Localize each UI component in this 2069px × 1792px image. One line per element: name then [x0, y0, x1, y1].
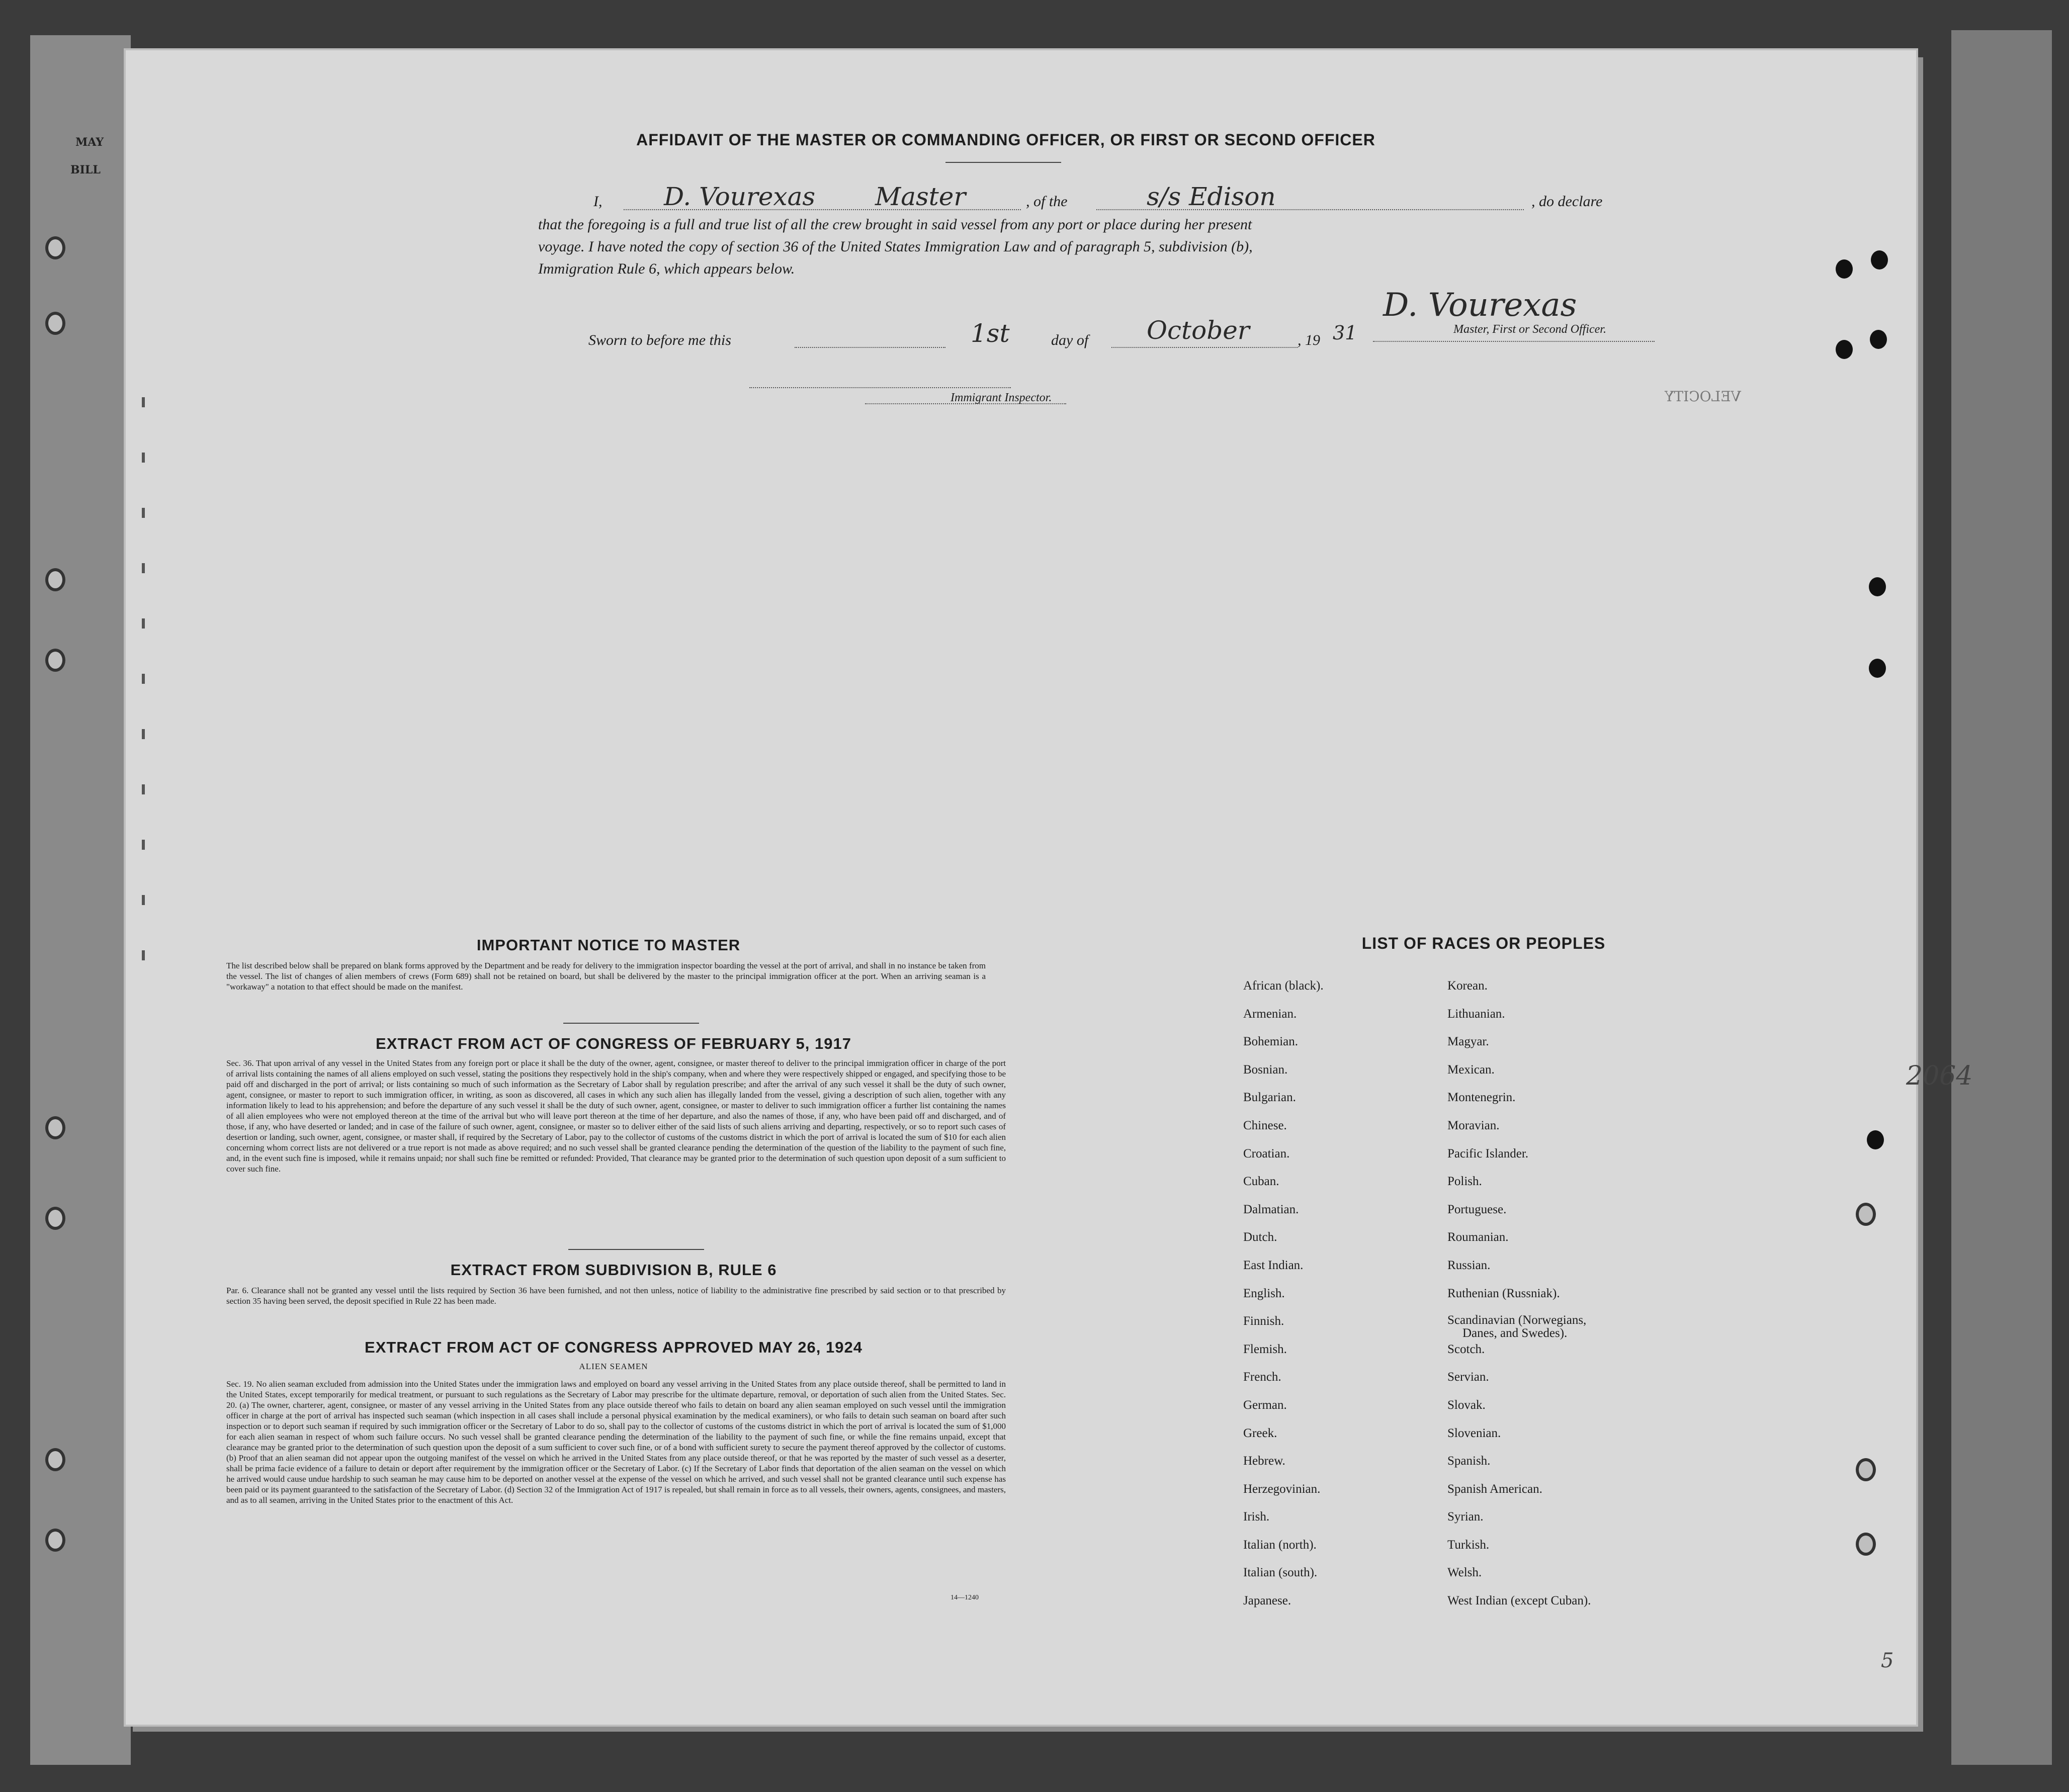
line-marker	[142, 618, 145, 629]
race-item: Magyar.	[1447, 1035, 1489, 1049]
race-item: Armenian.	[1243, 1007, 1297, 1021]
line-marker	[142, 729, 145, 739]
signature-blank	[1373, 341, 1655, 342]
of-the-label: , of the	[1026, 193, 1068, 210]
race-item: Roumanian.	[1447, 1230, 1509, 1244]
notice-text: The list described below shall be prepared on blank forms approved by the Department and be ready for delivery to the immigration inspector boarding the vessel at the port of arrival, and shall in no instance be taken from the vessel. The list of changes of alien members of crews (Form 689) shall not be retained on board, but shall be delivered by the master to the principal immigration officer at the port. When an arriving seaman is a "workaway" a notation to that effect should be made on the manifest.	[226, 961, 986, 992]
binder-ring	[45, 312, 65, 335]
line-marker	[142, 784, 145, 794]
race-item: Servian.	[1447, 1370, 1489, 1384]
race-item: Bohemian.	[1243, 1035, 1299, 1049]
race-item: Montenegrin.	[1447, 1091, 1516, 1105]
race-item: Russian.	[1447, 1258, 1491, 1272]
punch-hole	[1836, 259, 1853, 279]
binder-ring	[45, 1207, 65, 1230]
race-item: Pacific Islander.	[1447, 1146, 1529, 1160]
vessel-blank	[1096, 209, 1524, 210]
race-item: Polish.	[1447, 1175, 1482, 1189]
race-item: Lithuanian.	[1447, 1007, 1505, 1021]
binder-ring	[45, 236, 65, 259]
race-item: French.	[1243, 1370, 1281, 1384]
inspector-caption: Immigrant Inspector.	[951, 391, 1052, 404]
race-item: Dutch.	[1243, 1230, 1277, 1244]
race-item: West Indian (except Cuban).	[1447, 1594, 1591, 1608]
extract-1924-text: Sec. 19. No alien seaman excluded from admission into the United States under the immigration laws and employed on board any vessel arriving in the United States from any place outside thereof, shall be permitted to land in the United States, except temporarily for medical treatment, or pursuant to such regulations as the Secretary of Labor may prescribe for the ultimate departure, removal, or deportation of such alien from the United States. Sec. 20. (a) The owner, charterer, agent, consignee, or master of any vessel arriving in the United States from any place outside thereof who fails to detain on board any alien seaman employed on such vessel until the immigration officer in charge at the port of arrival has inspected such seaman (which inspection in all cases shall include a personal physical examination by the medical examiners), or who fails to detain such seaman on board after such inspection or to deport such seaman if required by such immigration officer or the Secretary of Labor to do so, shall pay to the collector of customs of the customs district in which the port of arrival is located the sum of $1,000 for each alien seaman in respect of whom such failure occurs. No such vessel shall be granted clearance pending the determination of the liability to the payment of such fine, or while the fine remains unpaid, except that clearance may be granted prior to the determination of such question upon the deposit of a sum sufficient to cover such fine, or of a bond with sufficient surety to secure the payment thereof approved by the collector of customs. (b) Proof that an alien seaman did not appear upon the outgoing manifest of the vessel on which he arrived in the United States from any place outside thereof, or that he was reported by the master of such vessel as a deserter, shall be prima facie evidence of a failure to detain or deport after requirement by the immigration officer or the Secretary of Labor. (c) If the Secretary of Labor finds that deportation of the alien seaman on the vessel on which he arrived would cause undue hardship to such seaman he may cause him to be deported on another vessel at the expense of the vessel on which he arrived, and such vessel shall not be granted clearance until such expense has been paid or its payment guaranteed to the satisfaction of the Secretary of Labor. (d) Section 32 of the Immigration Act of 1917 is repealed, but shall remain in force as to all vessels, their owners, agents, consignees, and masters, and as to all seamen, arriving in the United States prior to the enactment of this Act.	[226, 1379, 1006, 1505]
binder-ring	[45, 1529, 65, 1552]
race-item: African (black).	[1243, 979, 1324, 993]
binder-ring	[45, 649, 65, 672]
binder-ring	[45, 568, 65, 591]
races-column-1	[1243, 978, 1444, 1622]
sworn-label: Sworn to before me this	[588, 332, 731, 348]
do-declare-label: , do declare	[1531, 193, 1603, 210]
stacked-pages-edge	[1951, 30, 2052, 1765]
race-item: Croatian.	[1243, 1146, 1290, 1160]
sworn-line	[588, 287, 1665, 357]
title-divider	[945, 162, 1061, 163]
year-handwritten: 31	[1333, 322, 1357, 344]
year-prefix: , 19	[1298, 332, 1320, 348]
line-marker	[142, 563, 145, 573]
declaration-line	[593, 182, 1675, 217]
race-item: East Indian.	[1243, 1258, 1304, 1272]
race-item: Finnish.	[1243, 1314, 1284, 1328]
left-page-edge	[30, 35, 131, 1765]
race-item: Scotch.	[1447, 1342, 1485, 1356]
mirrored-stamp: VELOCITY	[1665, 388, 1741, 405]
race-item: English.	[1243, 1286, 1285, 1300]
race-item: Chinese.	[1243, 1118, 1287, 1132]
line-marker	[142, 508, 145, 518]
extract-rule6-text: Par. 6. Clearance shall not be granted any vessel until the lists required by Section 36 have been furnished, and not then unless, notice of liability to the administrative fine prescribed by said section or to that prescribed by section 35 having been served, the deposit specified in Rule 22 has been made.	[226, 1286, 1006, 1306]
punch-hole	[1871, 250, 1888, 270]
punch-hole	[1867, 1130, 1884, 1149]
race-item: Herzegovinian.	[1243, 1482, 1321, 1496]
declaration-body-line1: that the foregoing is a full and true list of all the crew brought in said vessel from any port or place during her present	[538, 216, 1252, 233]
notice-divider	[563, 1023, 699, 1024]
race-item: Portuguese.	[1447, 1202, 1507, 1216]
race-item: Hebrew.	[1243, 1454, 1285, 1468]
binder-ring	[45, 1448, 65, 1471]
punch-hole-ring	[1856, 1458, 1876, 1481]
punch-hole	[1869, 659, 1886, 678]
rank-handwritten: Master	[875, 182, 966, 211]
extract-1917-text: Sec. 36. That upon arrival of any vessel in the United States from any foreign port or place it shall be the duty of the owner, agent, consignee, or master thereof to deliver to the principal immigration officer in charge of the port of arrival lists containing the names of all aliens employed on such vessel, stating the positions they respectively hold in the ship's company, when and where they were respectively shipped or engaged, and specifying those to be paid off and discharged in the port of arrival; or lists containing so much of such information as the Secretary of Labor shall by regulation prescribe; and after the arrival of any such vessel it shall be the duty of such owner, agent, consignee, or master to report to such immigration officer, in writing, as soon as discovered, all cases in which any such alien has illegally landed from the vessel, giving a description of such alien, together with any information likely to lead to his apprehension; and before the departure of any such vessel it shall be the duty of such owner, agent, consignee, or master to deliver to such immigration officer a further list containing the names of all alien employees who were not employed thereon at the time of the arrival but who will leave port thereon at the time of her departure, and also the names of those, if any, who have been paid off and discharged, and of those, if any, who have deserted or landed; and in case of the failure of such owner, agent, consignee, or master so to deliver either of the said lists of such aliens arriving and departing, respectively, or so to report such cases of desertion or landing, such owner, agent, consignee, or master shall, if required by the Secretary of Labor, pay to the collector of customs of the customs district in which the port of arrival is located the sum of $10 for each alien concerning whom correct lists are not delivered or a true report is not made as above required; and no such vessel shall be granted clearance pending the determination of the question of the liability to the payment of such fine, and, in the event such fine is imposed, while it remains unpaid; nor shall such fine be remitted or refunded: Provided, That clearance may be granted prior to the determination of such question upon deposit of a sum sufficient to cover such fine.	[226, 1058, 1006, 1174]
day-of-label: day of	[1051, 332, 1089, 348]
race-item-line: Scandinavian (Norwegians,	[1447, 1313, 1587, 1327]
inspector-signature-line	[749, 386, 1011, 388]
margin-number: 2064	[1906, 1061, 1973, 1091]
race-item: Bosnian.	[1243, 1062, 1288, 1077]
race-item: Mexican.	[1447, 1062, 1495, 1077]
extract-rule6-title: EXTRACT FROM SUBDIVISION B, RULE 6	[450, 1261, 777, 1279]
extract-1917-divider	[568, 1249, 704, 1250]
affidavit-page	[70, 50, 1973, 1725]
month-blank	[1111, 347, 1298, 348]
line-marker	[142, 397, 145, 407]
race-item	[1447, 1314, 1709, 1342]
race-item: Italian (north).	[1243, 1538, 1317, 1552]
race-item: Flemish.	[1243, 1342, 1287, 1356]
affidavit-title: AFFIDAVIT OF THE MASTER OR COMMANDING OFFICER, OR FIRST OR SECOND OFFICER	[636, 131, 1375, 149]
signature-handwritten: D. Vourexas	[1383, 287, 1577, 324]
punch-hole-ring	[1856, 1533, 1876, 1556]
binder-ring	[45, 1116, 65, 1139]
race-item: Dalmatian.	[1243, 1202, 1299, 1216]
race-item: Slovak.	[1447, 1398, 1486, 1412]
races-title: LIST OF RACES OR PEOPLES	[1361, 934, 1606, 952]
race-item: Spanish American.	[1447, 1482, 1542, 1496]
race-item: German.	[1243, 1398, 1287, 1412]
notice-title: IMPORTANT NOTICE TO MASTER	[476, 936, 741, 954]
day-handwritten: 1st	[971, 319, 1010, 348]
extract-1924-subtitle: ALIEN SEAMEN	[579, 1362, 648, 1371]
master-name-handwritten: D. Vourexas	[664, 182, 816, 211]
line-marker	[142, 674, 145, 684]
month-handwritten: October	[1147, 316, 1250, 345]
extract-1917-title: EXTRACT FROM ACT OF CONGRESS OF FEBRUARY 5, 1917	[376, 1035, 851, 1052]
punch-hole	[1869, 577, 1886, 596]
punch-hole	[1836, 340, 1853, 359]
race-item: Moravian.	[1447, 1118, 1500, 1132]
margin-stamp-bill: BILL	[70, 163, 101, 176]
race-item-continuation: Danes, and Swedes).	[1462, 1326, 1568, 1340]
race-item: Irish.	[1243, 1510, 1270, 1524]
race-item: Spanish.	[1447, 1454, 1491, 1468]
race-item: Korean.	[1447, 979, 1488, 993]
races-column-2	[1447, 978, 1709, 1622]
punch-hole	[1870, 330, 1887, 349]
form-number: 14—1240	[951, 1594, 979, 1601]
race-item: Greek.	[1243, 1426, 1277, 1440]
race-item: Turkish.	[1447, 1538, 1490, 1552]
race-item: Slovenian.	[1447, 1426, 1501, 1440]
declaration-body-line2: voyage. I have noted the copy of section 36 of the United States Immigration Law and of paragraph 5, subdivision (b),	[538, 238, 1253, 255]
race-item: Cuban.	[1243, 1175, 1279, 1189]
line-marker	[142, 453, 145, 463]
name-blank	[624, 209, 1021, 210]
race-item: Bulgarian.	[1243, 1091, 1296, 1105]
extract-1924-title: EXTRACT FROM ACT OF CONGRESS APPROVED MAY 26, 1924	[365, 1338, 863, 1356]
race-item: Welsh.	[1447, 1566, 1482, 1580]
race-item: Japanese.	[1243, 1594, 1291, 1608]
race-item: Syrian.	[1447, 1510, 1484, 1524]
line-marker	[142, 840, 145, 850]
margin-page-mark: 5	[1881, 1649, 1894, 1672]
line-marker	[142, 895, 145, 905]
vessel-handwritten: s/s Edison	[1147, 182, 1276, 211]
i-label: I,	[593, 193, 602, 210]
race-item: Italian (south).	[1243, 1566, 1318, 1580]
line-marker	[142, 950, 145, 960]
punch-hole-ring	[1856, 1203, 1876, 1226]
day-blank	[795, 347, 945, 348]
margin-stamp-may: MAY	[75, 136, 104, 149]
signature-caption: Master, First or Second Officer.	[1453, 323, 1606, 336]
race-item: Ruthenian (Russniak).	[1447, 1286, 1560, 1300]
declaration-body-line3: Immigration Rule 6, which appears below.	[538, 260, 795, 277]
